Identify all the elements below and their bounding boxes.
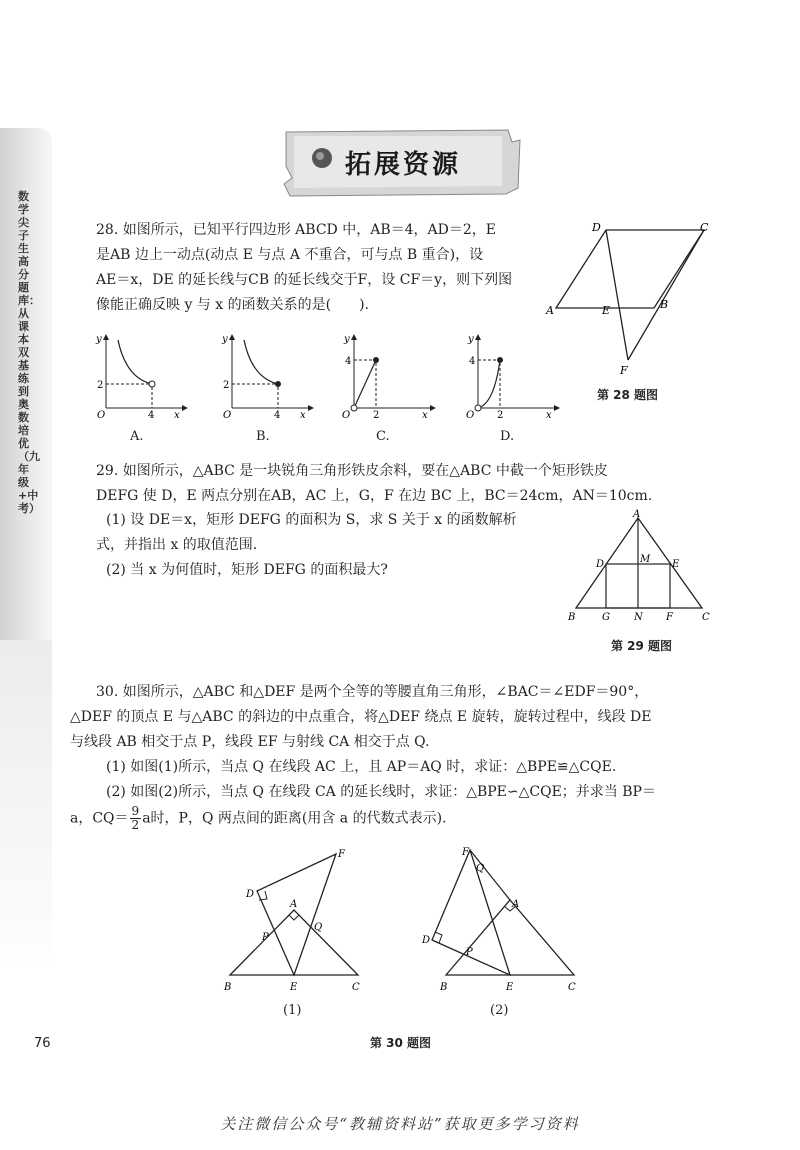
q30-text bbox=[70, 680, 726, 805]
q30-1-B: B bbox=[224, 982, 232, 993]
q30-part2-line1: (2) 如图(2)所示，当点 Q 在线段 CA 的延长线时，求证：△BPE∽△CQE；并求当 BP＝ bbox=[106, 784, 656, 800]
axis-x: x bbox=[546, 410, 552, 420]
q30-1-D: D bbox=[246, 889, 255, 900]
q30-2-E: E bbox=[506, 982, 514, 993]
book-title-vertical: 数学尖子生高分题库：从课本双基练到奥数培优（九年级+中考） bbox=[18, 190, 40, 515]
q28-graph-d bbox=[464, 330, 564, 420]
tick-y: 2 bbox=[223, 380, 230, 391]
q28-text bbox=[96, 218, 556, 318]
q30-2-A: A bbox=[512, 899, 520, 910]
option-d: D. bbox=[500, 429, 515, 444]
q30-part2-post: a时，P，Q 两点间的距离(用含 a 的代数式表示). bbox=[142, 810, 447, 827]
section-title: 拓展资源 bbox=[345, 150, 462, 180]
side-tab-fade bbox=[0, 640, 52, 970]
q28-caption: 第 28 题图 bbox=[597, 388, 659, 402]
q28-figure bbox=[540, 218, 720, 378]
tick-x: 4 bbox=[148, 410, 155, 420]
axis-y: y bbox=[96, 334, 102, 345]
q30-line3: 与线段 AB 相交于点 P，线段 EF 与射线 CA 相交于点 Q. bbox=[70, 734, 430, 750]
origin: O bbox=[223, 410, 232, 420]
q29-part2: (2) 当 x 为何值时，矩形 DEFG 的面积最大? bbox=[106, 562, 388, 578]
q30-2-F: F bbox=[462, 847, 469, 858]
q28-line3: AE＝x，DE 的延长线与CB 的延长线交于F，设 CF＝y，则下列图 bbox=[96, 272, 513, 288]
q30-2-P: P bbox=[466, 947, 473, 958]
q28-graph-b bbox=[218, 330, 318, 420]
q30-line2: △DEF 的顶点 E 与△ABC 的斜边的中点重合，将△DEF 绕点 E 旋转，旋转过程中，线段 DE bbox=[70, 709, 652, 725]
q28-graph-a bbox=[92, 330, 192, 420]
q29-label-G: G bbox=[602, 612, 610, 623]
page-number: 76 bbox=[34, 1036, 51, 1051]
q29-line2: DEFG 使 D，E 两点分别在AB，AC 上，G，F 在边 BC 上，BC＝24cm，AN＝10cm. bbox=[96, 488, 653, 504]
q29-label-D: D bbox=[596, 559, 605, 570]
q28-line4: 像能正确反映 y 与 x 的函数关系的是( ). bbox=[96, 297, 369, 313]
axis-y: y bbox=[344, 334, 350, 345]
q30-1-F: F bbox=[338, 849, 345, 860]
origin: O bbox=[466, 410, 475, 420]
q29-text bbox=[96, 459, 726, 509]
q29-part1-line1: (1) 设 DE＝x，矩形 DEFG 的面积为 S，求 S 关于 x 的函数解析 bbox=[106, 512, 517, 528]
q28-graph-c bbox=[340, 330, 440, 420]
axis-y: y bbox=[222, 334, 228, 345]
q29-parts bbox=[96, 508, 566, 583]
q29-label-C: C bbox=[702, 612, 710, 623]
q29-label-B: B bbox=[568, 612, 576, 623]
q30-2-B: B bbox=[440, 982, 448, 993]
q28-line2: 是AB 边上一动点(动点 E 与点 A 不重合，可与点 B 重合)，设 bbox=[96, 247, 484, 263]
q28-label-C: C bbox=[700, 221, 709, 234]
fraction-9-2 bbox=[130, 805, 142, 832]
q30-part2-pre: a，CQ＝ bbox=[70, 810, 129, 827]
q29-label-M: M bbox=[640, 554, 651, 565]
q30-fig2-label: (2) bbox=[490, 1003, 509, 1018]
axis-x: x bbox=[422, 410, 428, 420]
q30-2-Q: Q bbox=[476, 863, 485, 874]
q28-label-F: F bbox=[620, 364, 628, 377]
frac-num: 9 bbox=[131, 804, 140, 818]
q30-figure-1 bbox=[222, 845, 372, 995]
q30-1-E: E bbox=[290, 982, 298, 993]
q28-label-B: B bbox=[660, 298, 669, 311]
option-a: A. bbox=[130, 429, 144, 444]
q29-line1: 29. 如图所示，△ABC 是一块锐角三角形铁皮余料，要在△ABC 中截一个矩形铁皮 bbox=[96, 463, 608, 479]
tick-x: 4 bbox=[274, 410, 281, 420]
q29-figure bbox=[562, 506, 722, 628]
q28-line1: 28. 如图所示，已知平行四边形 ABCD 中，AB＝4，AD＝2，E bbox=[96, 222, 496, 238]
q29-part1-line2: 式，并指出 x 的取值范围. bbox=[96, 537, 258, 553]
tick-x: 2 bbox=[497, 410, 504, 420]
q28-label-E: E bbox=[602, 304, 611, 317]
footer-watermark: 关注微信公众号“教辅资料站”获取更多学习资料 bbox=[220, 1115, 580, 1133]
origin: O bbox=[97, 410, 106, 420]
q29-label-E: E bbox=[672, 559, 680, 570]
q30-caption: 第 30 题图 bbox=[370, 1036, 432, 1050]
q29-label-F: F bbox=[666, 612, 673, 623]
q30-line1: 30. 如图所示，△ABC 和△DEF 是两个全等的等腰直角三角形，∠BAC＝∠EDF＝90°， bbox=[96, 684, 649, 700]
tick-y: 2 bbox=[97, 380, 104, 391]
tick-y: 4 bbox=[345, 356, 352, 367]
tick-y: 4 bbox=[469, 356, 476, 367]
q30-2-C: C bbox=[568, 982, 576, 993]
q29-caption: 第 29 题图 bbox=[611, 639, 673, 653]
q30-1-Q: Q bbox=[314, 922, 323, 933]
axis-x: x bbox=[174, 410, 180, 420]
axis-x: x bbox=[300, 410, 306, 420]
tick-x: 2 bbox=[373, 410, 380, 420]
frac-den: 2 bbox=[131, 818, 140, 832]
q28-label-A: A bbox=[546, 304, 554, 317]
axis-y: y bbox=[468, 334, 474, 345]
q30-2-D: D bbox=[422, 935, 431, 946]
q30-part1: (1) 如图(1)所示，当点 Q 在线段 AC 上，且 AP＝AQ 时，求证：△BPE≌△CQE. bbox=[106, 759, 617, 775]
option-c: C. bbox=[376, 429, 390, 444]
q30-figure-2 bbox=[418, 845, 588, 995]
q30-fig1-label: (1) bbox=[283, 1003, 302, 1018]
q30-1-P: P bbox=[262, 932, 269, 943]
option-b: B. bbox=[256, 429, 270, 444]
q29-label-N: N bbox=[634, 612, 643, 623]
q30-1-A: A bbox=[290, 899, 298, 910]
origin: O bbox=[342, 410, 351, 420]
q28-label-D: D bbox=[592, 221, 601, 234]
q30-1-C: C bbox=[352, 982, 360, 993]
q29-label-A: A bbox=[633, 509, 641, 520]
q30-part2-line2 bbox=[70, 805, 447, 832]
